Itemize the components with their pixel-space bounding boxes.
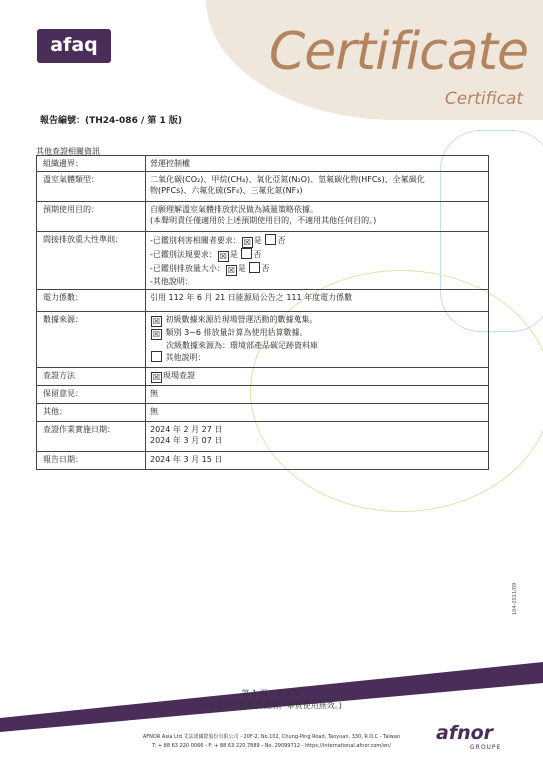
row-value: ☒ 初級數據來源於現場營運活動的數據蒐集。 ☒ 類別 3~6 排放量計算為使用估算數據。 次級數據來源為：環境部產品碳足跡資料庫 其他說明：: [146, 312, 489, 368]
row-label: 報告日期：: [37, 452, 146, 470]
checkbox-empty: [241, 248, 252, 259]
checkbox-empty: [249, 262, 260, 273]
row-value: 無: [146, 404, 489, 422]
page-number: 第 1 頁，共 4 頁: [241, 689, 302, 698]
table-row: [37, 202, 489, 232]
page-notice: ( 本文件不可單頁使用，單頁使用無效。): [201, 701, 342, 710]
row-label: 間接排放重大性準則：: [37, 232, 146, 290]
table-row: [37, 312, 489, 368]
checkbox-checked: ☒: [243, 238, 251, 247]
row-label: 電力係數：: [37, 290, 146, 312]
afaq-logo: afaq: [37, 29, 111, 63]
row-label: 查證方法: [37, 368, 146, 386]
table-row: [37, 172, 489, 202]
row-value: ☒ 現場查證: [146, 368, 489, 386]
company-contact: T: + 88 63 220 0066 - F: + 88 63 220 7889 - No. 29099712 - https://international.afnor.com/en/: [152, 743, 391, 749]
checkbox-checked: ☒: [219, 252, 227, 261]
afnor-logo: afnor: [436, 722, 494, 744]
table-row: [37, 156, 489, 172]
checkbox-checked: ☒: [152, 330, 161, 339]
table-row: [37, 404, 489, 422]
row-value: 自願理解溫室氣體排放狀況做為減量策略依據。 (本聲明責任僅適用於上述預期使用目的，不適用其他任何目的。): [146, 202, 489, 232]
table-row: [37, 452, 489, 470]
table-row: [37, 422, 489, 452]
row-label: 組織邊界：: [37, 156, 146, 172]
row-label: 查證作業實施日期：: [37, 422, 146, 452]
form-code: 104-2011/09: [512, 582, 518, 615]
row-value: 無: [146, 386, 489, 404]
info-table: [36, 155, 489, 470]
certificate-subtitle: Certificat: [444, 89, 523, 109]
checkbox-empty: [265, 234, 276, 245]
row-label: 其他：: [37, 404, 146, 422]
table-row: [37, 368, 489, 386]
checkbox-checked: ☒: [227, 266, 235, 275]
checkbox-empty: [151, 351, 162, 362]
certificate-title: Certificate: [268, 22, 528, 82]
company-address: AFNOR Asia Ltd 艾法諾國際股份有限公司 - 20F-2, No.102, Chung-Ping Road, Taoyuan, 330, R.O.C - Taiwan: [142, 734, 401, 740]
row-label: 數據來源：: [37, 312, 146, 368]
afnor-group-label: GROUPE: [470, 744, 502, 751]
table-row: [37, 290, 489, 312]
row-label: 預期使用目的：: [37, 202, 146, 232]
section-title: 其他查證相關資訊: [36, 147, 100, 156]
row-value: 2024 年 3 月 15 日: [146, 452, 489, 470]
checkbox-checked: ☒: [152, 373, 161, 382]
report-number: 報告編號：(TH24-086 / 第 1 版): [40, 116, 183, 126]
row-value: 二氧化碳(CO₂)、甲烷(CH₄)、氧化亞氮(N₂O)、氫氟碳化物(HFCs)、全氟碳化 物(PFCs)、六氟化硫(SF₆)、三氟化氮(NF₃): [146, 172, 489, 202]
row-value: 營運控制權: [146, 156, 489, 172]
row-label: 溫室氣體類型：: [37, 172, 146, 202]
row-value: 引用 112 年 6 月 21 日能源局公告之 111 年度電力係數: [146, 290, 489, 312]
table-row: [37, 386, 489, 404]
row-value: 2024 年 2 月 27 日 2024 年 3 月 07 日: [146, 422, 489, 452]
checkbox-checked: ☒: [152, 317, 161, 326]
row-value: -已鑑別利害相關者要求： ☒ 是 否 -已鑑別法規要求： ☒ 是 否 -已鑑別排放量大小： ☒ 是 否 -其他說明：: [146, 232, 489, 290]
table-row: [37, 232, 489, 290]
row-label: 保留意見：: [37, 386, 146, 404]
